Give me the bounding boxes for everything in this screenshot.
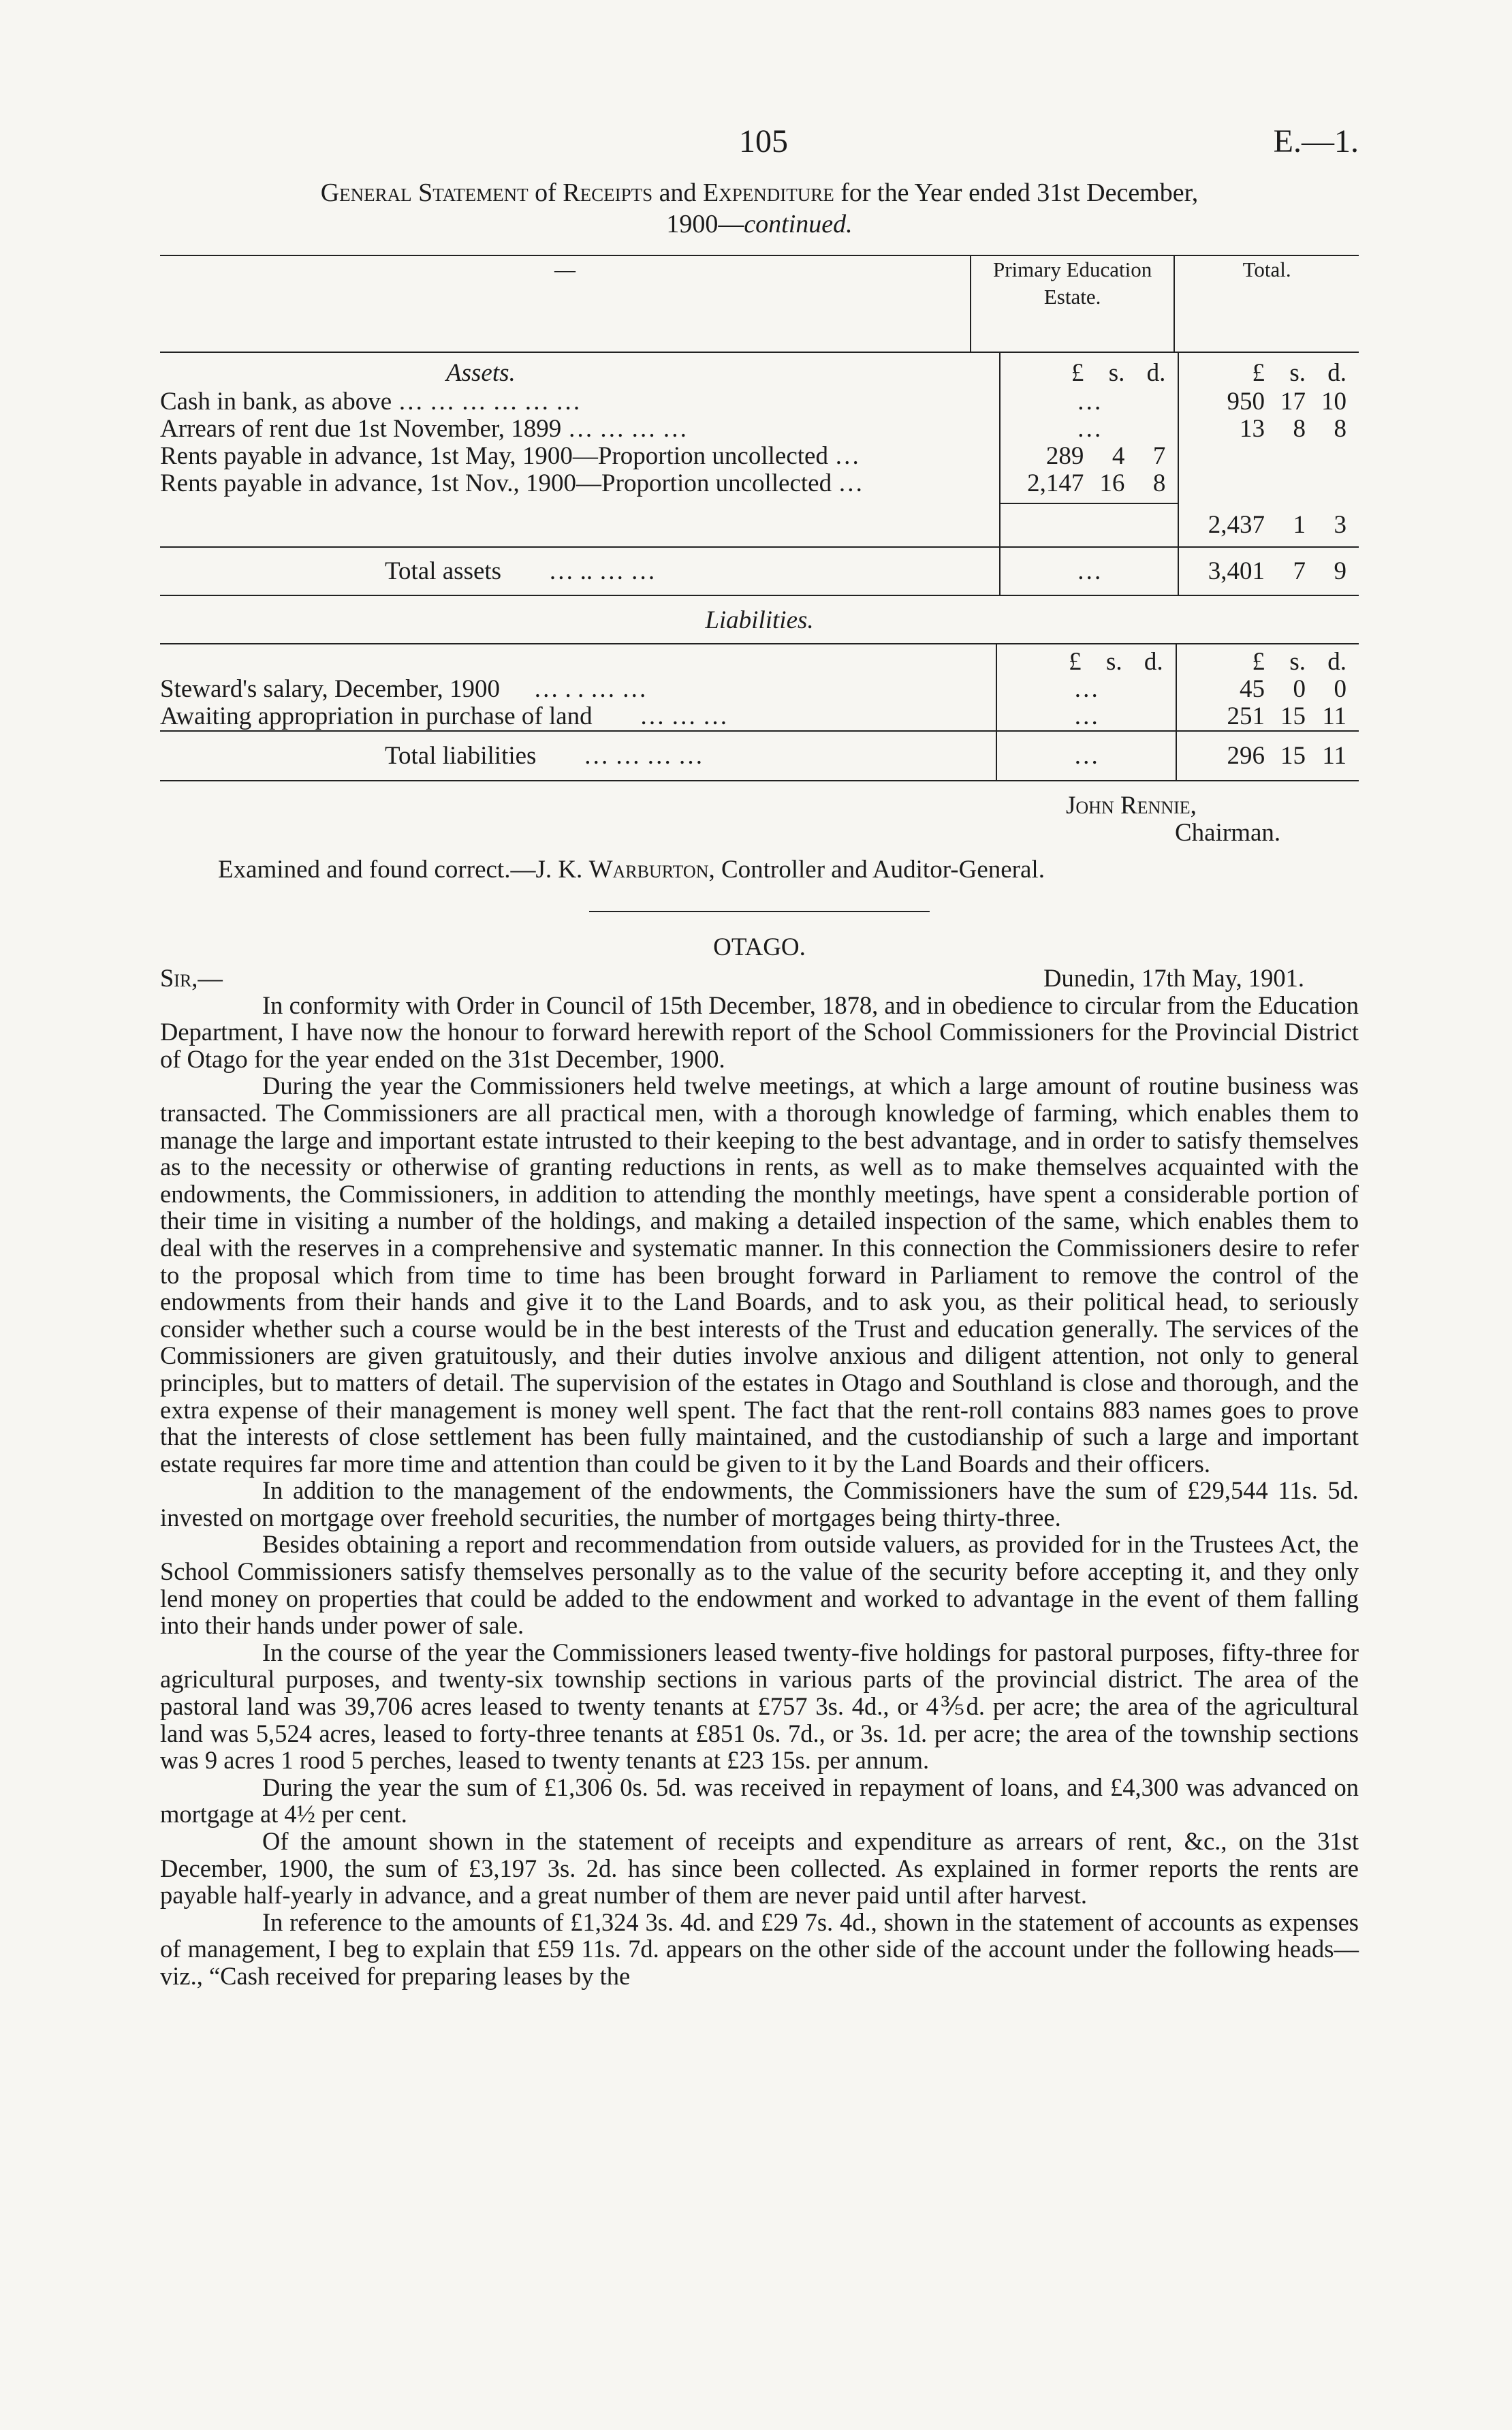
total-liabilities-row: Total liabilities … … … … … 296 15 11 xyxy=(160,731,1359,780)
table-row: Rents payable in advance, 1st May, 1900—Proportion uncollected … 289 4 7 xyxy=(160,443,1359,470)
signatory-name: John Rennie, xyxy=(1066,792,1197,820)
series-code: E.—1. xyxy=(1273,123,1359,159)
column-primary-education: Primary Education Estate. xyxy=(971,256,1174,352)
page-header xyxy=(160,116,1359,177)
audit-statement: Examined and found correct.—J. K. Warburton, Controller and Auditor-General. xyxy=(218,856,1045,884)
section-heading: OTAGO. xyxy=(713,933,806,961)
total-assets-row: Total assets … .. … … … 3,401 7 9 xyxy=(160,547,1359,595)
statement-title: General Statement of Receipts and Expenditure for the Year ended 31st December, 1900—continued. xyxy=(320,178,1199,238)
liabilities-table: £ s. d. £ s. d. Steward's salary, December, 1900 … . . … … … 45 0 0 Awaiting appropriation in purchase of land … … … … 251 15 11 Total liabilities … … … … … 296 15 11 xyxy=(160,644,1359,780)
signature-block xyxy=(160,792,1359,847)
table-row: Cash in bank, as above … … … … … … … 950 17 10 xyxy=(160,388,1346,416)
column-total: Total. xyxy=(1242,258,1291,281)
assets-heading: Assets. xyxy=(446,359,516,387)
assets-table: Assets. £ s. d. £ s. d. Cash in bank, as above … … … … … … … 950 17 10 Arrears of rent due 1st November, 1899 … … … … … 13 8 8 Rents payable in advance, 1st May, 1900—Proportion uncollected … 289 4 7 Rents payable in advance, 1st Nov., 1900—Proportion uncollected … 2,147 16 8 2,437 1 3 Total assets … .. … … … 3,401 7 9 xyxy=(160,353,1359,595)
paragraph: In addition to the management of the endowments, the Commissioners have the sum of £29,544 11s. 5d. invested on mortgage over freehold securities, the number of mortgages being thirty-three. xyxy=(160,1476,1359,1531)
paragraph: Besides obtaining a report and recommendation from outside valuers, as provided for in the Trustees Act, the School Commissioners satisfy themselves personally as to the value of the security before accepting it, and they only lend money on properties that could be added to the endowment and worked to advantage in the event of them falling into their hands under power of sale. xyxy=(160,1530,1359,1640)
paragraph: In the course of the year the Commissioners leased twenty-five holdings for pastoral purposes, fifty-three for agricultural purposes, and twenty-six township sections in various parts of the provincial district. The area of the pastoral land was 39,706 acres leased to twenty tenants at £757 3s. 4d., or 4⅗d. per acre; the area of the agricultural land was 5,524 acres, leased to forty-three tenants at £851 0s. 7d., or 3s. 1d. per acre; the area of the township sections was 9 acres 1 rood 5 perches, leased to twenty tenants at £23 15s. per annum. xyxy=(160,1638,1359,1775)
document-page xyxy=(160,116,1359,1990)
paragraph: In reference to the amounts of £1,324 3s. 4d. and £29 7s. 4d., shown in the statement of accounts as expenses of management, I beg to explain that £59 11s. 7d. appears on the other side of the account under the following heads—viz., “Cash received for preparing leases by the xyxy=(160,1907,1359,1990)
section-divider xyxy=(589,911,930,912)
paragraph: In conformity with Order in Council of 15th December, 1878, and in obedience to circular from the Education Department, I have now the honour to forward herewith report of the School Commissioners for the Provincial District of Otago for the year ended on the 31st December, 1900. xyxy=(160,991,1359,1073)
paragraph: During the year the sum of £1,306 0s. 5d. was received in repayment of loans, and £4,300 was advanced on mortgage at 4½ per cent. xyxy=(160,1773,1359,1828)
table-row: Steward's salary, December, 1900 … . . … … … 45 0 0 xyxy=(160,675,1346,703)
signatory-title: Chairman. xyxy=(1175,819,1281,847)
place-date: Dunedin, 17th May, 1901. xyxy=(1043,964,1304,992)
paragraph: During the year the Commissioners held twelve meetings, at which a large amount of routine business was transacted. The Commissioners are all practical men, with a thorough knowledge of farming, which enables them to manage the large and important estate intrusted to their keeping to the best advantage, and in order to satisfy themselves as to the necessity or otherwise of granting reductions in rents, as well as to make themselves acquainted with the endowments, the Commissioners, in addition to attending the monthly meetings, have spent a considerable portion of their time in visiting a number of the holdings, and making a detailed inspection of the same, which enables them to deal with the reserves in a comprehensive and systematic manner. In this connection the Commissioners desire to refer to the proposal which from time to time has been brought forward in Parliament to remove the control of the endowments from their hands and give it to the Land Boards, and to ask you, as their political head, to seriously consider whether such a course would be in the best interests of the Trust and education generally. The services of the Commissioners are given gratuitously, and their duties involve anxious and diligent attention, not only to general principles, but to matters of detail. The supervision of the estates in Otago and Southland is close and thorough, and the extra expense of their management is money well spent. The fact that the rent-roll contains 883 names goes to prove that the interests of close settlement has been fully maintained, and the custodianship of such a large and important estate requires far more time and attention than could be given to it by the Land Boards and their officers. xyxy=(160,1072,1359,1478)
liabilities-heading: Liabilities. xyxy=(705,606,814,634)
column-header-row xyxy=(160,256,1359,352)
column-dash: — xyxy=(554,258,576,281)
subtotal-row: 2,437 1 3 xyxy=(160,503,1359,547)
table-row: Arrears of rent due 1st November, 1899 … … … … … 13 8 8 xyxy=(160,415,1346,443)
paragraph: Of the amount shown in the statement of receipts and expenditure as arrears of rent, &c., on the 31st December, 1900, the sum of £3,197 3s. 2d. has since been collected. As explained in former reports the rents are payable half-yearly in advance, and a great number of them are never paid until after harvest. xyxy=(160,1827,1359,1910)
page-number: 105 xyxy=(739,123,788,159)
salutation: Sir,— xyxy=(160,964,223,992)
accounts-table xyxy=(160,256,1359,352)
letter-body xyxy=(160,965,1359,1990)
table-row: Awaiting appropriation in purchase of land … … … … 251 15 11 xyxy=(160,702,1346,730)
table-row: Rents payable in advance, 1st Nov., 1900—Proportion uncollected … 2,147 16 8 xyxy=(160,470,1359,503)
